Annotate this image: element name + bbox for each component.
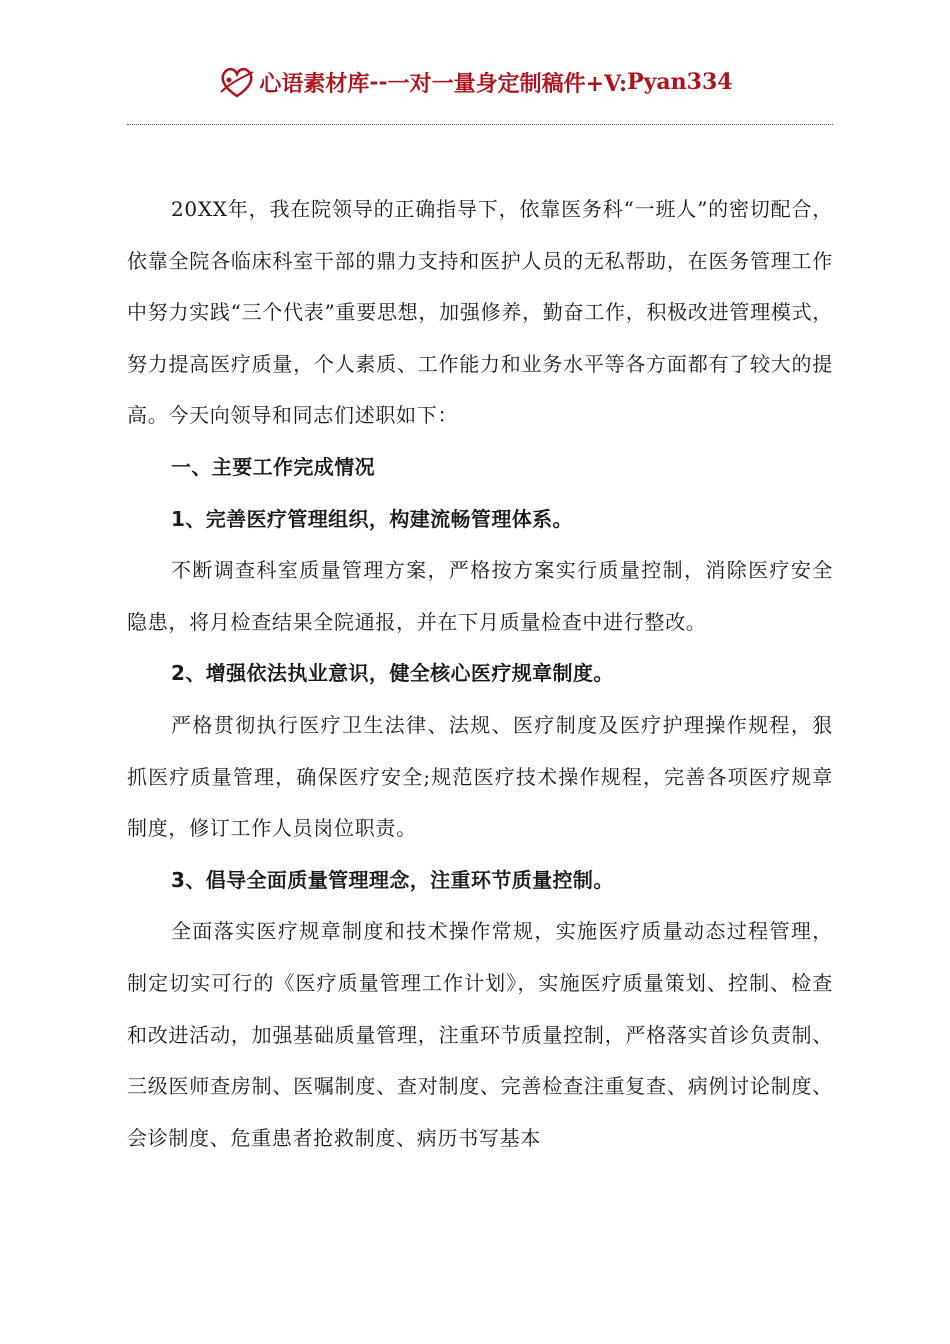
brand-name: 心语素材库 — [259, 70, 370, 97]
body-paragraph-2: 严格贯彻执行医疗卫生法律、法规、医疗制度及医疗护理操作规程，狠抓医疗质量管理，确保医疗安全;规范医疗技术操作规程，完善各项医疗规章制度，修订工作人员岗位职责。 — [127, 712, 833, 841]
intro-paragraph: 20XX年，我在院领导的正确指导下，依靠医务科“一班人”的密切配合，依靠全院各临床科室干部的鼎力支持和医护人员的无私帮助，在医务管理工作中努力实践“三个代表”重要思想，加强修养，勤奋工作，积极改进管理模式，努力提高医疗质量，个人素质、工作能力和业务水平等各方面都有了较大的提高。今天向领导和同志们述职如下： — [127, 197, 833, 428]
body-paragraph-1: 不断调查科室质量管理方案，严格按方案实行质量控制，消除医疗安全隐患，将月检查结果全院通报，并在下月质量检查中进行整改。 — [127, 558, 833, 634]
header-separator: -- — [369, 69, 388, 95]
header-contact: Pyan334 — [627, 69, 733, 95]
document-body — [127, 184, 833, 1164]
header-divider — [127, 124, 833, 125]
header-tagline: 一对一量身定制稿件+V: — [387, 70, 628, 97]
body-paragraph-3: 全面落实医疗规章制度和技术操作常规，实施医疗质量动态过程管理，制定切实可行的《医疗质量管理工作计划》，实施医疗质量策划、控制、检查和改进活动，加强基础质量管理，注重环节质量控制，严格落实首诊负责制、三级医师查房制、医嘱制度、查对制度、完善检查注重复查、病例讨论制度、会诊制度、危重患者抢救制度、病历书写基本 — [127, 919, 833, 1150]
subsection-heading-2: 2、增强依法执业意识，健全核心医疗规章制度。 — [171, 661, 614, 686]
document-header — [0, 60, 950, 104]
section-heading: 一、主要工作完成情况 — [171, 454, 375, 479]
heart-logo-icon — [217, 62, 257, 102]
subsection-heading-1: 1、完善医疗管理组织，构建流畅管理体系。 — [171, 506, 573, 531]
subsection-heading-3: 3、倡导全面质量管理理念，注重环节质量控制。 — [171, 867, 614, 892]
